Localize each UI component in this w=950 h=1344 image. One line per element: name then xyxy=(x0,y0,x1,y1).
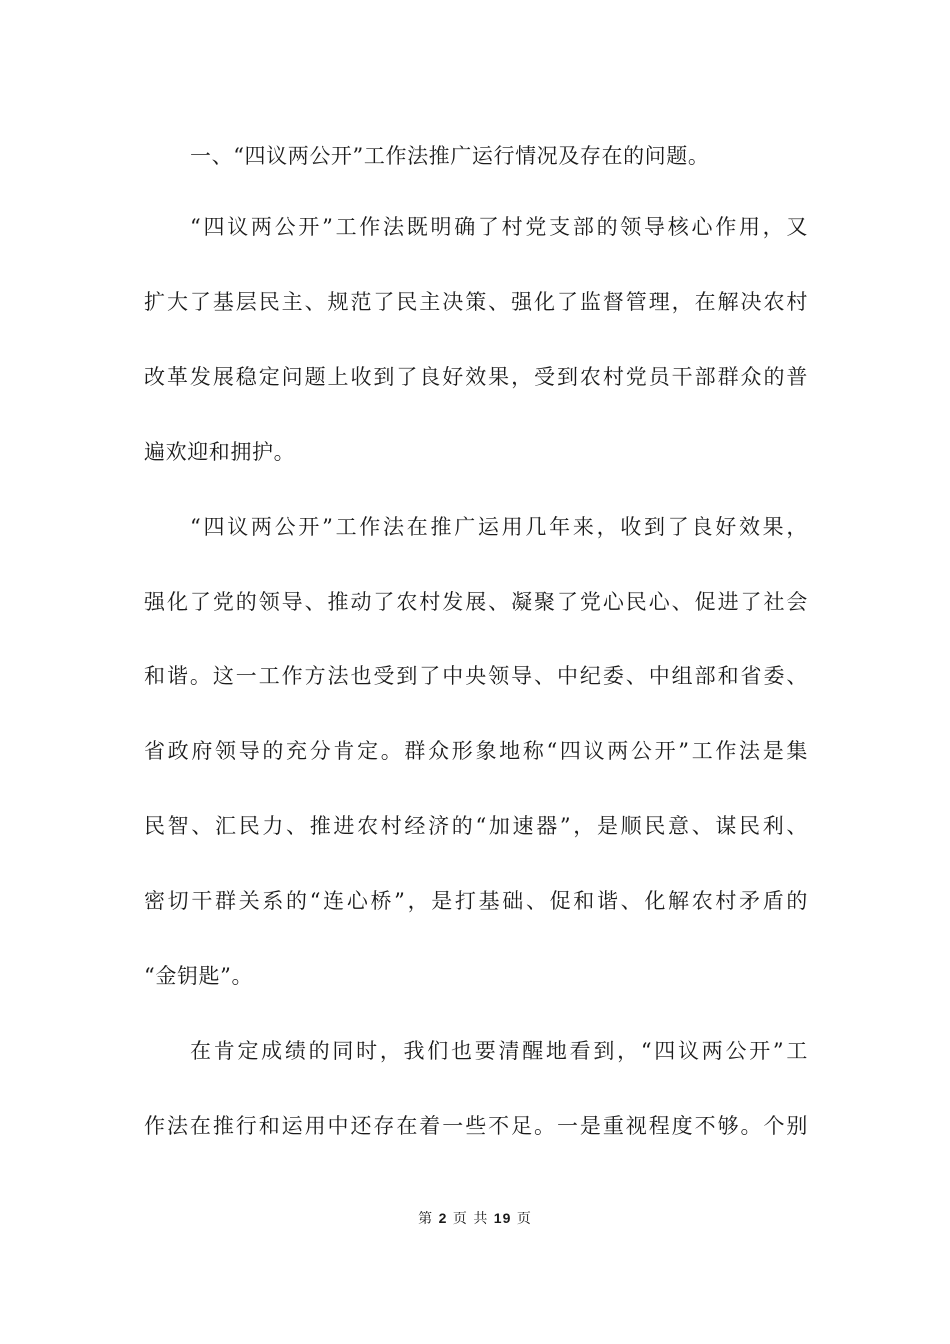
paragraph-1-line-4: 遍欢迎和拥护。 xyxy=(144,440,296,464)
paragraph-3-line-2: 作法在推行和运用中还存在着一些不足。一是重视程度不够。个别 xyxy=(144,1114,808,1138)
paragraph-2-line-3: 和谐。这一工作方法也受到了中央领导、中纪委、中组部和省委、 xyxy=(144,664,808,688)
paragraph-2-line-4: 省政府领导的充分肯定。群众形象地称“四议两公开”工作法是集 xyxy=(144,739,808,763)
paragraph-2-line-6: 密切干群关系的“连心桥”，是打基础、促和谐、化解农村矛盾的 xyxy=(144,889,808,913)
paragraph-2-line-5: 民智、汇民力、推进农村经济的“加速器”，是顺民意、谋民利、 xyxy=(144,814,808,838)
page-footer xyxy=(0,1208,950,1229)
section-heading: 一、“四议两公开”工作法推广运行情况及存在的问题。 xyxy=(190,144,710,168)
footer-suffix: 页 xyxy=(516,1211,532,1227)
paragraph-2-line-7: “金钥匙”。 xyxy=(144,964,254,988)
page-number: 2 xyxy=(438,1210,448,1226)
footer-middle: 页 共 xyxy=(452,1211,489,1227)
paragraph-1-line-1: “四议两公开”工作法既明确了村党支部的领导核心作用，又 xyxy=(190,215,808,239)
paragraph-2-line-2: 强化了党的领导、推动了农村发展、凝聚了党心民心、促进了社会 xyxy=(144,590,808,614)
paragraph-2-line-1: “四议两公开”工作法在推广运用几年来，收到了良好效果， xyxy=(190,515,808,539)
footer-prefix: 第 xyxy=(418,1211,434,1227)
paragraph-1-line-3: 改革发展稳定问题上收到了良好效果，受到农村党员干部群众的普 xyxy=(144,365,808,389)
paragraph-3-line-1: 在肯定成绩的同时，我们也要清醒地看到，“四议两公开”工 xyxy=(190,1039,808,1063)
paragraph-1-line-2: 扩大了基层民主、规范了民主决策、强化了监督管理，在解决农村 xyxy=(144,290,808,314)
page-total: 19 xyxy=(493,1210,512,1226)
